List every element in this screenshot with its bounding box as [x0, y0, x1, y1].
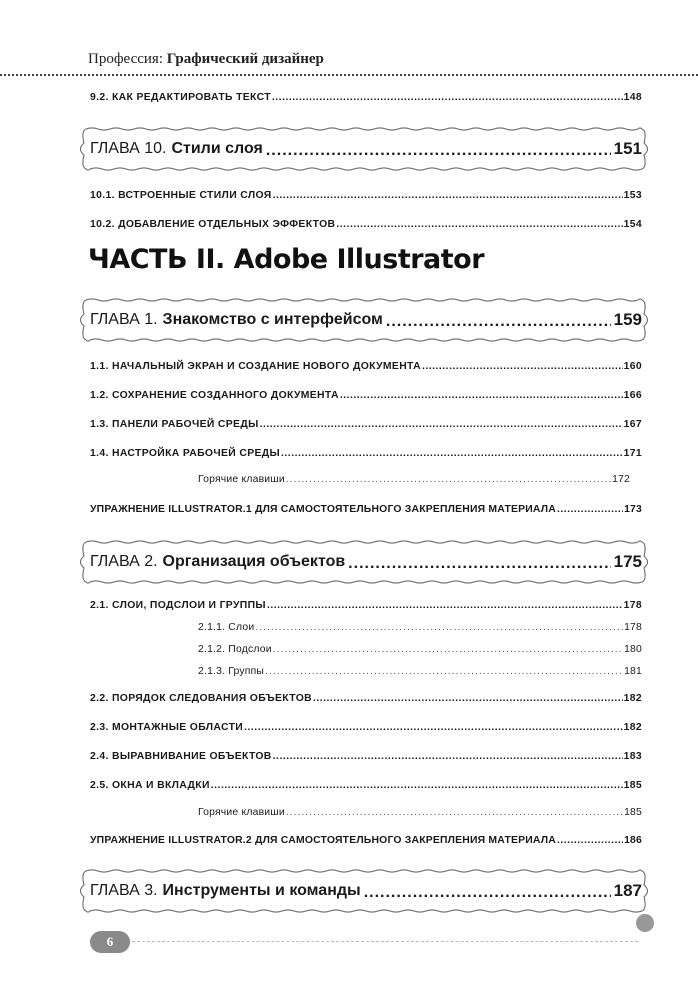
chapter-name: Организация объектов — [162, 553, 346, 570]
leader-dots — [273, 751, 623, 762]
toc-entry-page: 173 — [624, 504, 642, 515]
toc-entry-page: 185 — [623, 780, 642, 791]
leader-dots — [313, 693, 623, 704]
toc-subentry[interactable] — [198, 644, 642, 655]
toc-subentry[interactable] — [198, 666, 642, 677]
toc-entry[interactable] — [90, 219, 642, 230]
toc-entry[interactable] — [90, 390, 642, 401]
toc-entry-page: 178 — [623, 600, 642, 611]
header-prefix: Профессия: — [88, 51, 167, 67]
chapter-page: 159 — [613, 310, 642, 329]
leader-dots — [265, 666, 623, 677]
chapter-page: 187 — [613, 881, 642, 900]
toc-entry-title: 2.5. ОКНА И ВКЛАДКИ — [90, 780, 210, 791]
chapter-name: Стили слоя — [171, 140, 263, 157]
toc-entry-title: 9.2. КАК РЕДАКТИРОВАТЬ ТЕКСТ — [90, 92, 271, 103]
running-header — [88, 51, 324, 68]
chapter-name: Знакомство с интерфейсом — [162, 311, 383, 328]
leader-dots — [557, 504, 623, 515]
leader-dots — [211, 780, 623, 791]
leader-dots — [340, 390, 623, 401]
chapter-box-1[interactable] — [78, 295, 650, 345]
header-divider — [0, 74, 698, 76]
toc-entry-title: УПРАЖНЕНИЕ ILLUSTRATOR.1 ДЛЯ САМОСТОЯТЕЛЬНОГО ЗАКРЕПЛЕНИЯ МАТЕРИАЛА — [90, 504, 556, 515]
toc-entry-title: 2.1.1. Слои — [198, 622, 255, 633]
leader-dots — [286, 474, 611, 485]
toc-entry-title: 2.2. ПОРЯДОК СЛЕДОВАНИЯ ОБЪЕКТОВ — [90, 693, 312, 704]
page-number: 6 — [90, 931, 130, 953]
toc-entry-title: 1.4. НАСТРОЙКА РАБОЧЕЙ СРЕДЫ — [90, 448, 281, 459]
footer-divider — [132, 941, 638, 942]
toc-entry[interactable] — [90, 92, 642, 103]
toc-entry-title: Горячие клавиши — [198, 474, 285, 485]
leader-dots — [267, 600, 623, 611]
leader-dots — [255, 622, 623, 633]
toc-entry-page: 186 — [624, 835, 642, 846]
toc-entry-page: 154 — [623, 219, 642, 230]
toc-entry[interactable] — [90, 722, 642, 733]
leader-dots — [244, 722, 622, 733]
toc-entry-title: 2.1.3. Группы — [198, 666, 265, 677]
toc-entry[interactable] — [90, 419, 642, 430]
leader-dots — [336, 219, 622, 230]
toc-entry[interactable] — [90, 780, 642, 791]
toc-entry-title: УПРАЖНЕНИЕ ILLUSTRATOR.2 ДЛЯ САМОСТОЯТЕЛЬНОГО ЗАКРЕПЛЕНИЯ МАТЕРИАЛА — [90, 835, 556, 846]
header-title: Графический дизайнер — [166, 51, 324, 67]
chapter-label: ГЛАВА 2. — [90, 553, 158, 570]
toc-entry-page: 160 — [623, 361, 642, 372]
footer-dot-ornament — [636, 914, 654, 932]
leader-dots — [348, 551, 610, 573]
chapter-label: ГЛАВА 3. — [90, 882, 158, 899]
toc-entry-page: 180 — [624, 644, 642, 655]
leader-dots — [266, 138, 611, 160]
toc-entry-title: 2.4. ВЫРАВНИВАНИЕ ОБЪЕКТОВ — [90, 751, 272, 762]
chapter-page: 175 — [613, 552, 642, 571]
leader-dots — [273, 644, 623, 655]
toc-entry-page: 182 — [623, 693, 642, 704]
leader-dots — [273, 190, 623, 201]
toc-entry-page: 153 — [623, 190, 642, 201]
leader-dots — [272, 92, 623, 103]
toc-entry-title: 2.1. СЛОИ, ПОДСЛОИ И ГРУППЫ — [90, 600, 266, 611]
toc-entry-page: 167 — [623, 419, 642, 430]
chapter-name: Инструменты и команды — [162, 882, 361, 899]
leader-dots — [364, 880, 611, 902]
toc-exercise[interactable] — [90, 504, 642, 515]
toc-entry-page: 166 — [623, 390, 642, 401]
toc-subentry[interactable] — [198, 807, 642, 818]
toc-entry[interactable] — [90, 693, 642, 704]
toc-entry-page: 178 — [624, 622, 642, 633]
toc-entry-title: 2.3. МОНТАЖНЫЕ ОБЛАСТИ — [90, 722, 244, 733]
leader-dots — [557, 835, 623, 846]
toc-subentry[interactable] — [198, 622, 642, 633]
toc-entry-title: 2.1.2. Подслои — [198, 644, 272, 655]
leader-dots — [386, 309, 611, 331]
toc-entry[interactable] — [90, 751, 642, 762]
leader-dots — [281, 448, 623, 459]
chapter-label: ГЛАВА 10. — [90, 140, 167, 157]
chapter-label: ГЛАВА 1. — [90, 311, 158, 328]
leader-dots — [422, 361, 623, 372]
chapter-box-10[interactable] — [78, 124, 650, 174]
leader-dots — [260, 419, 623, 430]
toc-entry[interactable] — [90, 361, 642, 372]
toc-entry-title: 10.1. ВСТРОЕННЫЕ СТИЛИ СЛОЯ — [90, 190, 272, 201]
toc-entry-page: 148 — [623, 92, 642, 103]
toc-entry-page: 181 — [624, 666, 642, 677]
toc-entry-page: 182 — [623, 722, 642, 733]
chapter-box-2[interactable] — [78, 537, 650, 587]
toc-entry[interactable] — [90, 600, 642, 611]
toc-entry-title: 10.2. ДОБАВЛЕНИЕ ОТДЕЛЬНЫХ ЭФФЕКТОВ — [90, 219, 336, 230]
chapter-page: 151 — [613, 139, 642, 158]
toc-entry-title: Горячие клавиши — [198, 807, 285, 818]
chapter-box-3[interactable] — [78, 866, 650, 916]
toc-entry[interactable] — [90, 448, 642, 459]
toc-entry-page: 172 — [612, 474, 630, 485]
toc-entry-title: 1.1. НАЧАЛЬНЫЙ ЭКРАН И СОЗДАНИЕ НОВОГО ДОКУМЕНТА — [90, 361, 421, 372]
toc-entry-page: 185 — [624, 807, 642, 818]
toc-entry-title: 1.2. СОХРАНЕНИЕ СОЗДАННОГО ДОКУМЕНТА — [90, 390, 339, 401]
toc-subentry[interactable] — [198, 474, 630, 485]
toc-entry-page: 183 — [623, 751, 642, 762]
leader-dots — [286, 807, 623, 818]
toc-entry-page: 171 — [623, 448, 642, 459]
toc-exercise[interactable] — [90, 835, 642, 846]
part-title: ЧАСТЬ II. Adobe Illustrator — [88, 244, 485, 275]
toc-entry[interactable] — [90, 190, 642, 201]
toc-entry-title: 1.3. ПАНЕЛИ РАБОЧЕЙ СРЕДЫ — [90, 419, 259, 430]
